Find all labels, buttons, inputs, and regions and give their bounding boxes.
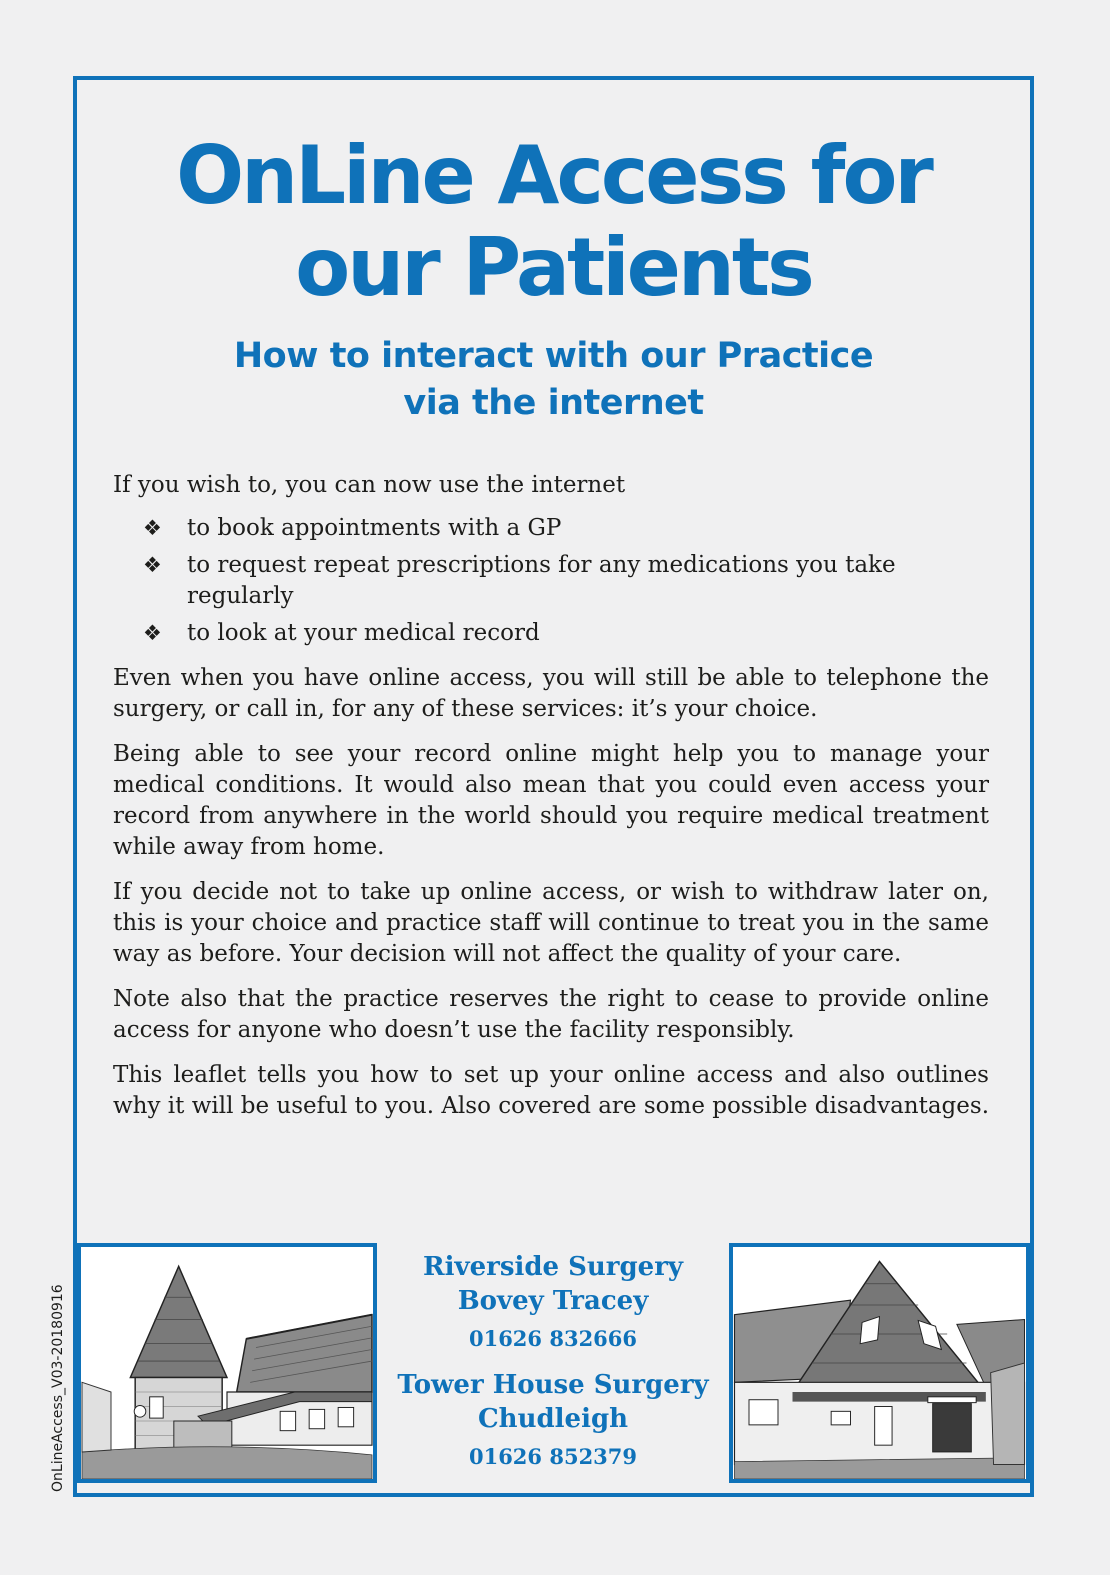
surgery-name-line-2: Chudleigh xyxy=(477,1404,629,1434)
paragraph: Being able to see your record online might help you to manage your medical conditions. It would also mean that you could even access your record from anywhere in the world should you require medical treatment while away from home. xyxy=(113,741,989,860)
paragraph: This leaflet tells you how to set up your online access and also outlines why it will be useful to you. Also covered are some possible disadvantages. xyxy=(113,1062,990,1119)
intro-paragraph: If you wish to, you can now use the internet xyxy=(113,472,626,498)
paragraph: Note also that the practice reserves the right to cease to provide online access for anyone who doesn’t use the facility responsibly. xyxy=(113,986,989,1043)
subtitle-line-2: via the internet xyxy=(403,383,704,423)
diamond-bullet-icon: ❖ xyxy=(143,516,162,540)
round-tower-building-drawing xyxy=(81,1247,373,1479)
subtitle-line-1: How to interact with our Practice xyxy=(233,336,874,376)
list-item xyxy=(113,550,989,612)
surgery-phone: 01626 852379 xyxy=(468,1444,638,1469)
list-item-text: to request repeat prescriptions for any medications you take regularly xyxy=(187,552,896,609)
surgery-name xyxy=(377,1250,729,1318)
page-title xyxy=(77,130,1030,314)
surgery-name-line-1: Riverside Surgery xyxy=(422,1252,684,1282)
body-text xyxy=(113,470,989,1136)
pyramid-roof-building-drawing xyxy=(733,1247,1026,1479)
list-item xyxy=(113,618,989,649)
paragraph: Even when you have online access, you will still be able to telephone the surgery, or call in, for any of these services: it’s your choice. xyxy=(113,665,989,722)
list-item-text: to book appointments with a GP xyxy=(187,515,562,541)
list-item xyxy=(113,513,989,544)
list-item-text: to look at your medical record xyxy=(187,620,540,646)
title-line-2: our Patients xyxy=(295,221,812,314)
page-subtitle xyxy=(77,333,1030,427)
diamond-bullet-icon: ❖ xyxy=(143,621,162,645)
contact-details xyxy=(377,1250,729,1486)
paragraph: If you decide not to take up online access, or wish to withdraw later on, this is your choice and practice staff will continue to treat you in the same way as before. Your decision will not affect the quality of your care. xyxy=(113,879,989,967)
surgery-name-line-2: Bovey Tracey xyxy=(457,1286,649,1316)
leaflet-frame xyxy=(73,76,1034,1497)
tower-house-building-image xyxy=(729,1243,1030,1483)
surgery-name-line-1: Tower House Surgery xyxy=(397,1370,709,1400)
riverside-building-image xyxy=(77,1243,377,1483)
surgery-phone: 01626 832666 xyxy=(468,1326,638,1351)
services-list xyxy=(113,513,989,649)
surgery-name xyxy=(377,1368,729,1436)
diamond-bullet-icon: ❖ xyxy=(143,553,162,577)
document-code: OnLineAccess_V03-20180916 xyxy=(50,1284,66,1492)
title-line-1: OnLine Access for xyxy=(176,129,931,222)
